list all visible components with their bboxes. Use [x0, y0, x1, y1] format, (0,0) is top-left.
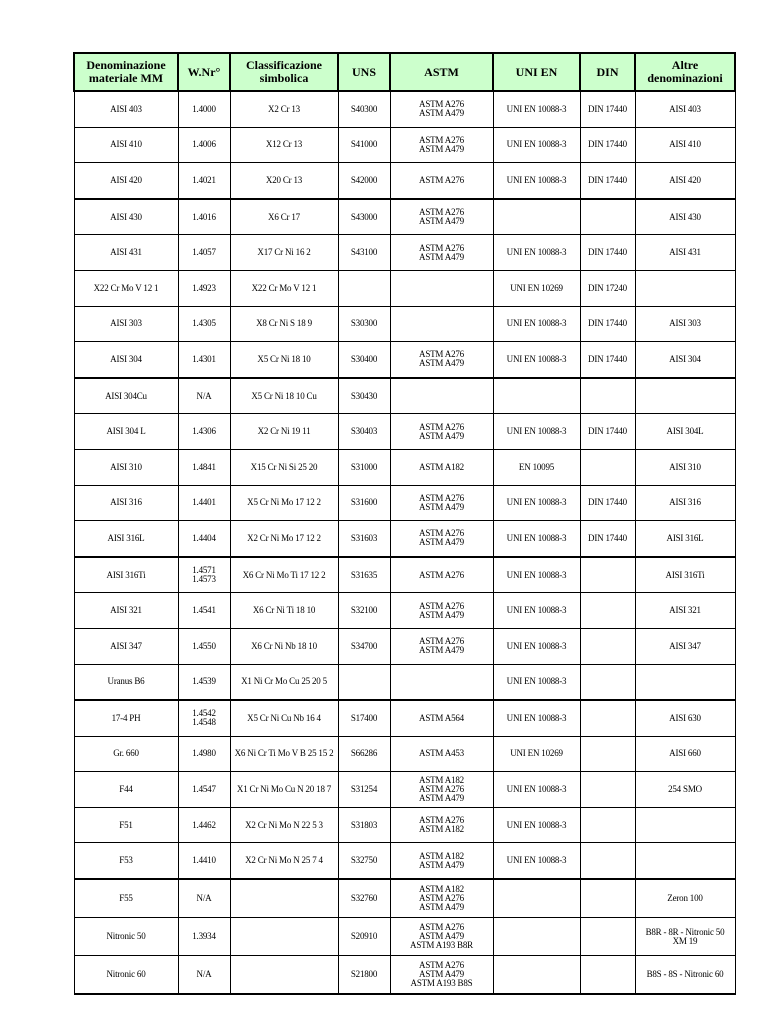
cell-other: AISI 660: [635, 736, 735, 772]
table-body: [74, 91, 735, 994]
header-cell: W.Nr°: [178, 53, 230, 91]
cell-unien: UNI EN 10088-3: [493, 843, 580, 879]
cell-wnr: 1.4006: [178, 127, 230, 163]
cell-wnr: 1.4401: [178, 485, 230, 521]
cell-din: [580, 378, 635, 414]
cell-name: AISI 321: [74, 593, 178, 629]
header-cell: DIN: [580, 53, 635, 91]
cell-din: DIN 17240: [580, 270, 635, 306]
cell-astm: ASTM A276 ASTM A479: [390, 485, 493, 521]
cell-wnr: 1.4462: [178, 807, 230, 843]
cell-unien: UNI EN 10088-3: [493, 235, 580, 271]
cell-unien: UNI EN 10088-3: [493, 163, 580, 199]
cell-uns: S43000: [338, 199, 390, 235]
cell-astm: ASTM A276: [390, 557, 493, 593]
cell-astm: ASTM A276 ASTM A479: [390, 91, 493, 127]
cell-unien: UNI EN 10088-3: [493, 91, 580, 127]
cell-astm: ASTM A182 ASTM A276 ASTM A479: [390, 772, 493, 808]
cell-uns: S31603: [338, 521, 390, 557]
cell-astm: [390, 270, 493, 306]
table-row: [74, 127, 735, 163]
cell-name: X22 Cr Mo V 12 1: [74, 270, 178, 306]
cell-unien: UNI EN 10269: [493, 270, 580, 306]
cell-uns: S31000: [338, 449, 390, 485]
cell-wnr: 1.4305: [178, 306, 230, 342]
cell-din: DIN 17440: [580, 485, 635, 521]
cell-other: AISI 630: [635, 700, 735, 736]
cell-uns: S34700: [338, 628, 390, 664]
cell-unien: UNI EN 10088-3: [493, 414, 580, 450]
table-row: [74, 664, 735, 700]
table-row: [74, 199, 735, 235]
table-row: [74, 557, 735, 593]
cell-unien: UNI EN 10088-3: [493, 485, 580, 521]
cell-other: B8S - 8S - Nitronic 60: [635, 956, 735, 995]
cell-wnr: 1.4547: [178, 772, 230, 808]
cell-din: [580, 879, 635, 918]
cell-uns: S30400: [338, 342, 390, 378]
cell-wnr: 1.4539: [178, 664, 230, 700]
cell-symbolic: X17 Cr Ni 16 2: [230, 235, 338, 271]
cell-other: [635, 807, 735, 843]
cell-other: B8R - 8R - Nitronic 50 XM 19: [635, 918, 735, 956]
cell-wnr: 1.4057: [178, 235, 230, 271]
cell-din: [580, 843, 635, 879]
cell-symbolic: X22 Cr Mo V 12 1: [230, 270, 338, 306]
cell-wnr: 1.4021: [178, 163, 230, 199]
cell-symbolic: X2 Cr Ni Mo N 22 5 3: [230, 807, 338, 843]
cell-din: [580, 449, 635, 485]
cell-din: DIN 17440: [580, 342, 635, 378]
cell-unien: UNI EN 10088-3: [493, 342, 580, 378]
cell-unien: [493, 918, 580, 956]
cell-symbolic: X6 Cr Ni Nb 18 10: [230, 628, 338, 664]
cell-din: [580, 199, 635, 235]
cell-wnr: 1.4306: [178, 414, 230, 450]
cell-symbolic: [230, 879, 338, 918]
cell-astm: ASTM A276 ASTM A182: [390, 807, 493, 843]
cell-astm: ASTM A276 ASTM A479: [390, 628, 493, 664]
cell-other: AISI 304: [635, 342, 735, 378]
cell-din: DIN 17440: [580, 91, 635, 127]
cell-name: AISI 430: [74, 199, 178, 235]
cell-unien: UNI EN 10088-3: [493, 700, 580, 736]
cell-uns: S43100: [338, 235, 390, 271]
cell-symbolic: X6 Cr Ni Ti 18 10: [230, 593, 338, 629]
cell-astm: ASTM A276 ASTM A479: [390, 593, 493, 629]
cell-unien: UNI EN 10088-3: [493, 521, 580, 557]
cell-symbolic: X6 Ni Cr Ti Mo V B 25 15 2: [230, 736, 338, 772]
cell-din: [580, 736, 635, 772]
header-cell: Denominazione materiale MM: [74, 53, 178, 91]
cell-other: AISI 420: [635, 163, 735, 199]
cell-uns: S21800: [338, 956, 390, 995]
cell-astm: [390, 306, 493, 342]
header-cell: Classificazione simbolica: [230, 53, 338, 91]
cell-din: DIN 17440: [580, 521, 635, 557]
cell-other: AISI 316L: [635, 521, 735, 557]
cell-other: AISI 304L: [635, 414, 735, 450]
cell-astm: ASTM A276 ASTM A479: [390, 235, 493, 271]
cell-wnr: 1.4571 1.4573: [178, 557, 230, 593]
cell-unien: UNI EN 10088-3: [493, 127, 580, 163]
cell-unien: UNI EN 10088-3: [493, 557, 580, 593]
cell-name: F51: [74, 807, 178, 843]
cell-din: [580, 664, 635, 700]
cell-other: 254 SMO: [635, 772, 735, 808]
cell-wnr: 1.4980: [178, 736, 230, 772]
cell-other: AISI 431: [635, 235, 735, 271]
cell-astm: ASTM A276: [390, 163, 493, 199]
header-cell: UNI EN: [493, 53, 580, 91]
table-row: [74, 414, 735, 450]
table-row: [74, 628, 735, 664]
cell-unien: [493, 879, 580, 918]
table-row: [74, 593, 735, 629]
table-row: [74, 378, 735, 414]
cell-name: F44: [74, 772, 178, 808]
cell-din: [580, 700, 635, 736]
steel-equivalence-table: [73, 52, 736, 995]
cell-name: AISI 420: [74, 163, 178, 199]
cell-other: AISI 310: [635, 449, 735, 485]
cell-unien: UNI EN 10088-3: [493, 807, 580, 843]
cell-symbolic: X15 Cr Ni Si 25 20: [230, 449, 338, 485]
cell-uns: S31600: [338, 485, 390, 521]
cell-other: [635, 664, 735, 700]
cell-din: DIN 17440: [580, 235, 635, 271]
header-cell: UNS: [338, 53, 390, 91]
cell-symbolic: X6 Cr Ni Mo Ti 17 12 2: [230, 557, 338, 593]
cell-wnr: 1.4016: [178, 199, 230, 235]
cell-wnr: 1.4301: [178, 342, 230, 378]
cell-astm: ASTM A276 ASTM A479: [390, 342, 493, 378]
cell-wnr: 1.4923: [178, 270, 230, 306]
cell-astm: [390, 664, 493, 700]
cell-unien: [493, 378, 580, 414]
cell-din: [580, 772, 635, 808]
cell-unien: [493, 956, 580, 995]
cell-other: AISI 316Ti: [635, 557, 735, 593]
cell-astm: ASTM A276 ASTM A479 ASTM A193 B8R: [390, 918, 493, 956]
cell-wnr: N/A: [178, 956, 230, 995]
cell-unien: UNI EN 10269: [493, 736, 580, 772]
cell-uns: S32750: [338, 843, 390, 879]
cell-uns: S40300: [338, 91, 390, 127]
cell-name: AISI 403: [74, 91, 178, 127]
table-row: [74, 306, 735, 342]
cell-uns: S30403: [338, 414, 390, 450]
cell-unien: UNI EN 10088-3: [493, 593, 580, 629]
cell-other: AISI 303: [635, 306, 735, 342]
cell-astm: ASTM A182 ASTM A479: [390, 843, 493, 879]
cell-name: AISI 303: [74, 306, 178, 342]
cell-name: AISI 304 L: [74, 414, 178, 450]
cell-din: [580, 956, 635, 995]
cell-astm: ASTM A276 ASTM A479: [390, 199, 493, 235]
cell-other: AISI 321: [635, 593, 735, 629]
table-row: [74, 700, 735, 736]
cell-din: [580, 593, 635, 629]
cell-other: [635, 270, 735, 306]
header-row: [74, 53, 735, 91]
cell-uns: [338, 664, 390, 700]
cell-other: AISI 410: [635, 127, 735, 163]
cell-uns: S31803: [338, 807, 390, 843]
cell-uns: S41000: [338, 127, 390, 163]
cell-name: F53: [74, 843, 178, 879]
cell-name: AISI 410: [74, 127, 178, 163]
table-row: [74, 956, 735, 995]
cell-wnr: 1.4410: [178, 843, 230, 879]
table-row: [74, 163, 735, 199]
cell-astm: ASTM A182 ASTM A276 ASTM A479: [390, 879, 493, 918]
cell-uns: [338, 270, 390, 306]
cell-wnr: N/A: [178, 879, 230, 918]
cell-name: AISI 304: [74, 342, 178, 378]
cell-din: [580, 918, 635, 956]
table-row: [74, 342, 735, 378]
cell-symbolic: X5 Cr Ni 18 10 Cu: [230, 378, 338, 414]
cell-symbolic: X1 Ni Cr Mo Cu 25 20 5: [230, 664, 338, 700]
cell-wnr: 1.4000: [178, 91, 230, 127]
cell-astm: ASTM A276 ASTM A479 ASTM A193 B8S: [390, 956, 493, 995]
table-row: [74, 918, 735, 956]
cell-name: 17-4 PH: [74, 700, 178, 736]
cell-din: DIN 17440: [580, 414, 635, 450]
cell-uns: S66286: [338, 736, 390, 772]
cell-wnr: N/A: [178, 378, 230, 414]
cell-name: AISI 431: [74, 235, 178, 271]
cell-other: Zeron 100: [635, 879, 735, 918]
cell-uns: S42000: [338, 163, 390, 199]
table-row: [74, 91, 735, 127]
cell-name: Uranus B6: [74, 664, 178, 700]
cell-other: AISI 430: [635, 199, 735, 235]
cell-unien: [493, 199, 580, 235]
cell-symbolic: X12 Cr 13: [230, 127, 338, 163]
cell-uns: S31254: [338, 772, 390, 808]
cell-symbolic: X2 Cr 13: [230, 91, 338, 127]
cell-unien: EN 10095: [493, 449, 580, 485]
cell-symbolic: [230, 918, 338, 956]
cell-uns: S17400: [338, 700, 390, 736]
cell-din: DIN 17440: [580, 127, 635, 163]
cell-other: AISI 347: [635, 628, 735, 664]
table-row: [74, 235, 735, 271]
cell-unien: UNI EN 10088-3: [493, 664, 580, 700]
table-row: [74, 449, 735, 485]
cell-symbolic: X6 Cr 17: [230, 199, 338, 235]
table-row: [74, 807, 735, 843]
header-cell: ASTM: [390, 53, 493, 91]
cell-symbolic: X5 Cr Ni Mo 17 12 2: [230, 485, 338, 521]
table-row: [74, 879, 735, 918]
cell-other: AISI 403: [635, 91, 735, 127]
cell-din: [580, 628, 635, 664]
cell-name: AISI 316Ti: [74, 557, 178, 593]
cell-name: Gr. 660: [74, 736, 178, 772]
cell-symbolic: X2 Cr Ni Mo 17 12 2: [230, 521, 338, 557]
cell-wnr: 1.4404: [178, 521, 230, 557]
cell-uns: S32100: [338, 593, 390, 629]
cell-symbolic: X2 Cr Ni 19 11: [230, 414, 338, 450]
cell-astm: ASTM A276 ASTM A479: [390, 127, 493, 163]
cell-din: DIN 17440: [580, 163, 635, 199]
cell-astm: ASTM A564: [390, 700, 493, 736]
cell-name: F55: [74, 879, 178, 918]
cell-wnr: 1.4541: [178, 593, 230, 629]
cell-symbolic: X5 Cr Ni 18 10: [230, 342, 338, 378]
cell-uns: S30430: [338, 378, 390, 414]
table-row: [74, 843, 735, 879]
cell-name: AISI 316L: [74, 521, 178, 557]
cell-wnr: 1.4542 1.4548: [178, 700, 230, 736]
cell-uns: S30300: [338, 306, 390, 342]
cell-wnr: 1.3934: [178, 918, 230, 956]
cell-astm: [390, 378, 493, 414]
cell-symbolic: X1 Cr Ni Mo Cu N 20 18 7: [230, 772, 338, 808]
cell-unien: UNI EN 10088-3: [493, 628, 580, 664]
header-cell: Altre denominazioni: [635, 53, 735, 91]
cell-wnr: 1.4841: [178, 449, 230, 485]
cell-name: Nitronic 50: [74, 918, 178, 956]
table-row: [74, 521, 735, 557]
cell-name: AISI 347: [74, 628, 178, 664]
table-row: [74, 772, 735, 808]
cell-other: [635, 378, 735, 414]
cell-uns: S32760: [338, 879, 390, 918]
cell-din: DIN 17440: [580, 306, 635, 342]
cell-symbolic: X5 Cr Ni Cu Nb 16 4: [230, 700, 338, 736]
cell-symbolic: X8 Cr Ni S 18 9: [230, 306, 338, 342]
cell-astm: ASTM A276 ASTM A479: [390, 414, 493, 450]
cell-unien: UNI EN 10088-3: [493, 306, 580, 342]
cell-astm: ASTM A276 ASTM A479: [390, 521, 493, 557]
cell-symbolic: X2 Cr Ni Mo N 25 7 4: [230, 843, 338, 879]
cell-name: AISI 316: [74, 485, 178, 521]
cell-symbolic: [230, 956, 338, 995]
table-row: [74, 270, 735, 306]
cell-astm: ASTM A453: [390, 736, 493, 772]
cell-din: [580, 557, 635, 593]
cell-symbolic: X20 Cr 13: [230, 163, 338, 199]
cell-din: [580, 807, 635, 843]
cell-name: Nitronic 60: [74, 956, 178, 995]
cell-other: AISI 316: [635, 485, 735, 521]
cell-name: AISI 304Cu: [74, 378, 178, 414]
cell-unien: UNI EN 10088-3: [493, 772, 580, 808]
cell-other: [635, 843, 735, 879]
cell-name: AISI 310: [74, 449, 178, 485]
cell-astm: ASTM A182: [390, 449, 493, 485]
cell-wnr: 1.4550: [178, 628, 230, 664]
table-row: [74, 736, 735, 772]
cell-uns: S31635: [338, 557, 390, 593]
cell-uns: S20910: [338, 918, 390, 956]
table-row: [74, 485, 735, 521]
